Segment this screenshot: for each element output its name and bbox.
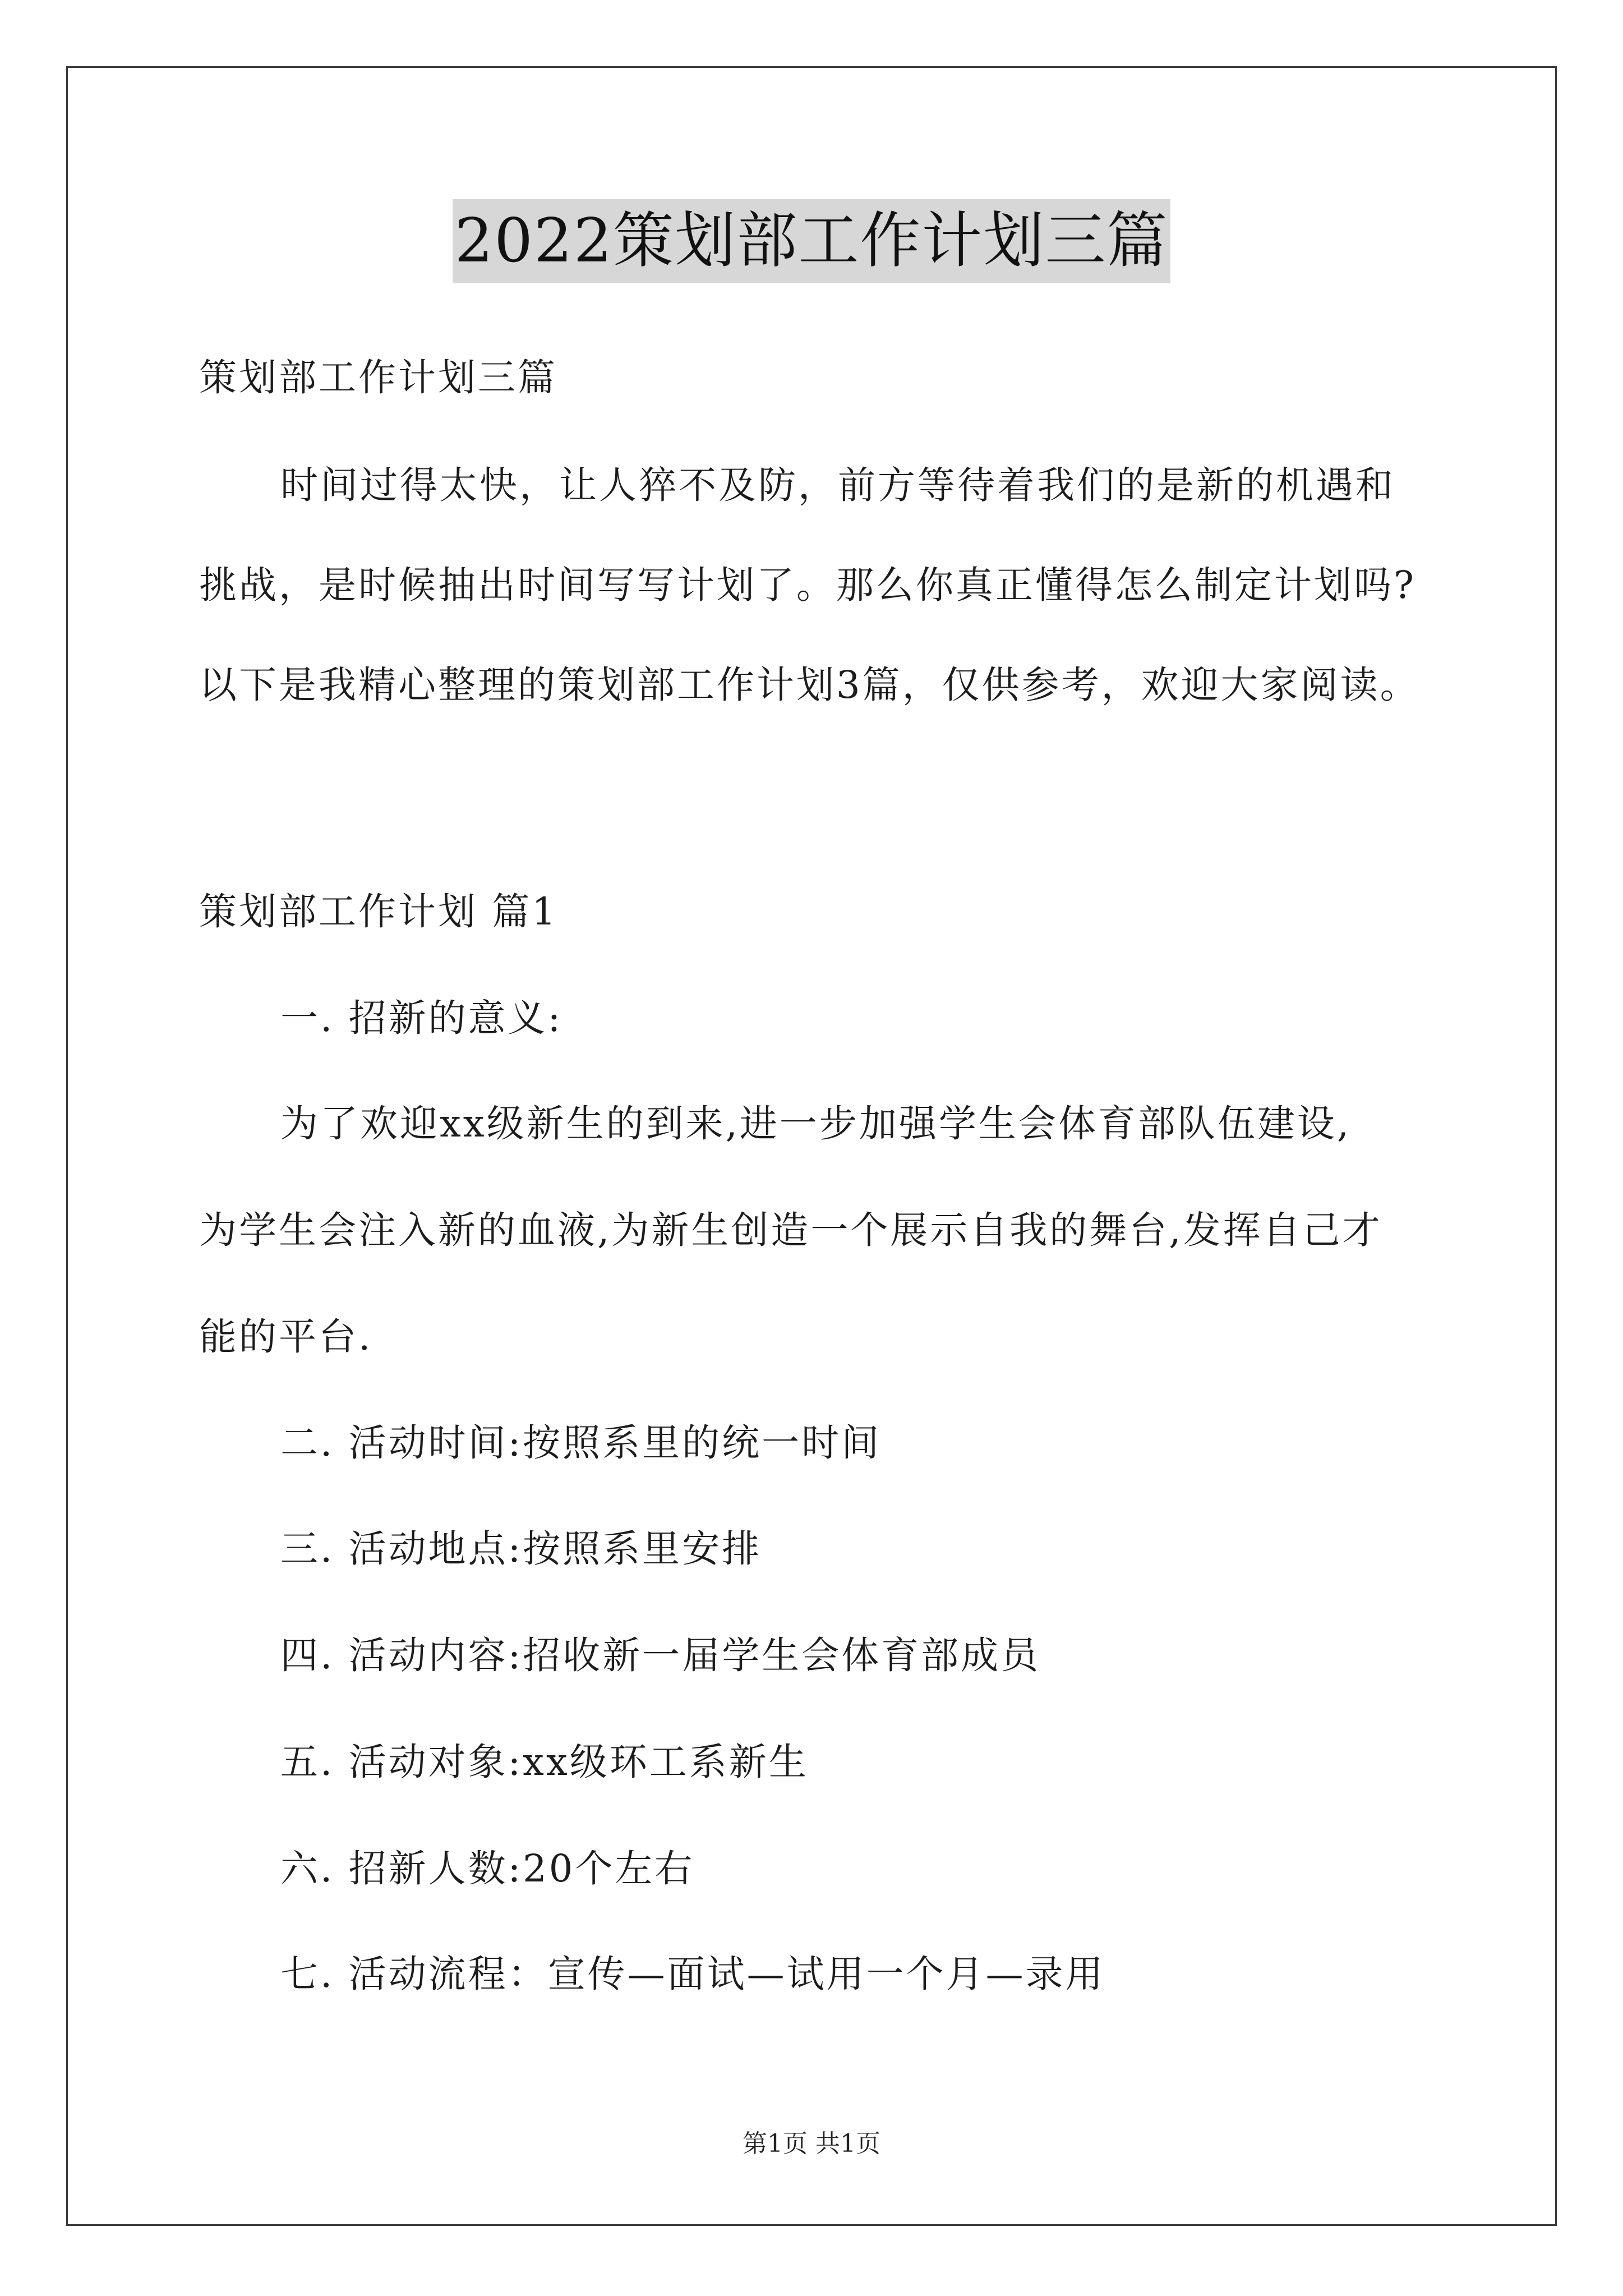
item-heading-6: 六. 招新人数:20个左右 — [280, 1847, 695, 1890]
item-heading-3: 三. 活动地点:按照系里安排 — [280, 1527, 762, 1571]
intro-line-2: 挑战，是时候抽出时间写写计划了。那么你真正懂得怎么制定计划吗? — [199, 563, 1416, 607]
intro-line-1: 时间过得太快，让人猝不及防，前方等待着我们的是新的机遇和 — [280, 463, 1395, 507]
item-heading-7: 七. 活动流程：宣传—面试—试用一个月—录用 — [280, 1952, 1105, 1996]
paragraph-line-3: 能的平台. — [199, 1315, 373, 1359]
item-heading-1: 一. 招新的意义: — [280, 996, 563, 1040]
page-footer: 第1页 共1页 — [743, 2129, 880, 2158]
document-subtitle: 策划部工作计划三篇 — [199, 356, 557, 399]
document-title: 2022策划部工作计划三篇 — [453, 199, 1171, 283]
item-heading-2: 二. 活动时间:按照系里的统一时间 — [280, 1421, 882, 1465]
paragraph-line-1: 为了欢迎xx级新生的到来,进一步加强学生会体育部队伍建设, — [280, 1102, 1352, 1145]
paragraph-line-2: 为学生会注入新的血液,为新生创造一个展示自我的舞台,发挥自己才 — [199, 1208, 1382, 1252]
item-heading-5: 五. 活动对象:xx级环工系新生 — [280, 1740, 809, 1784]
title-container — [0, 199, 1623, 283]
intro-line-3: 以下是我精心整理的策划部工作计划3篇，仅供参考，欢迎大家阅读。 — [199, 663, 1420, 707]
section-heading: 策划部工作计划 篇1 — [199, 890, 558, 933]
item-heading-4: 四. 活动内容:招收新一届学生会体育部成员 — [280, 1634, 1041, 1677]
